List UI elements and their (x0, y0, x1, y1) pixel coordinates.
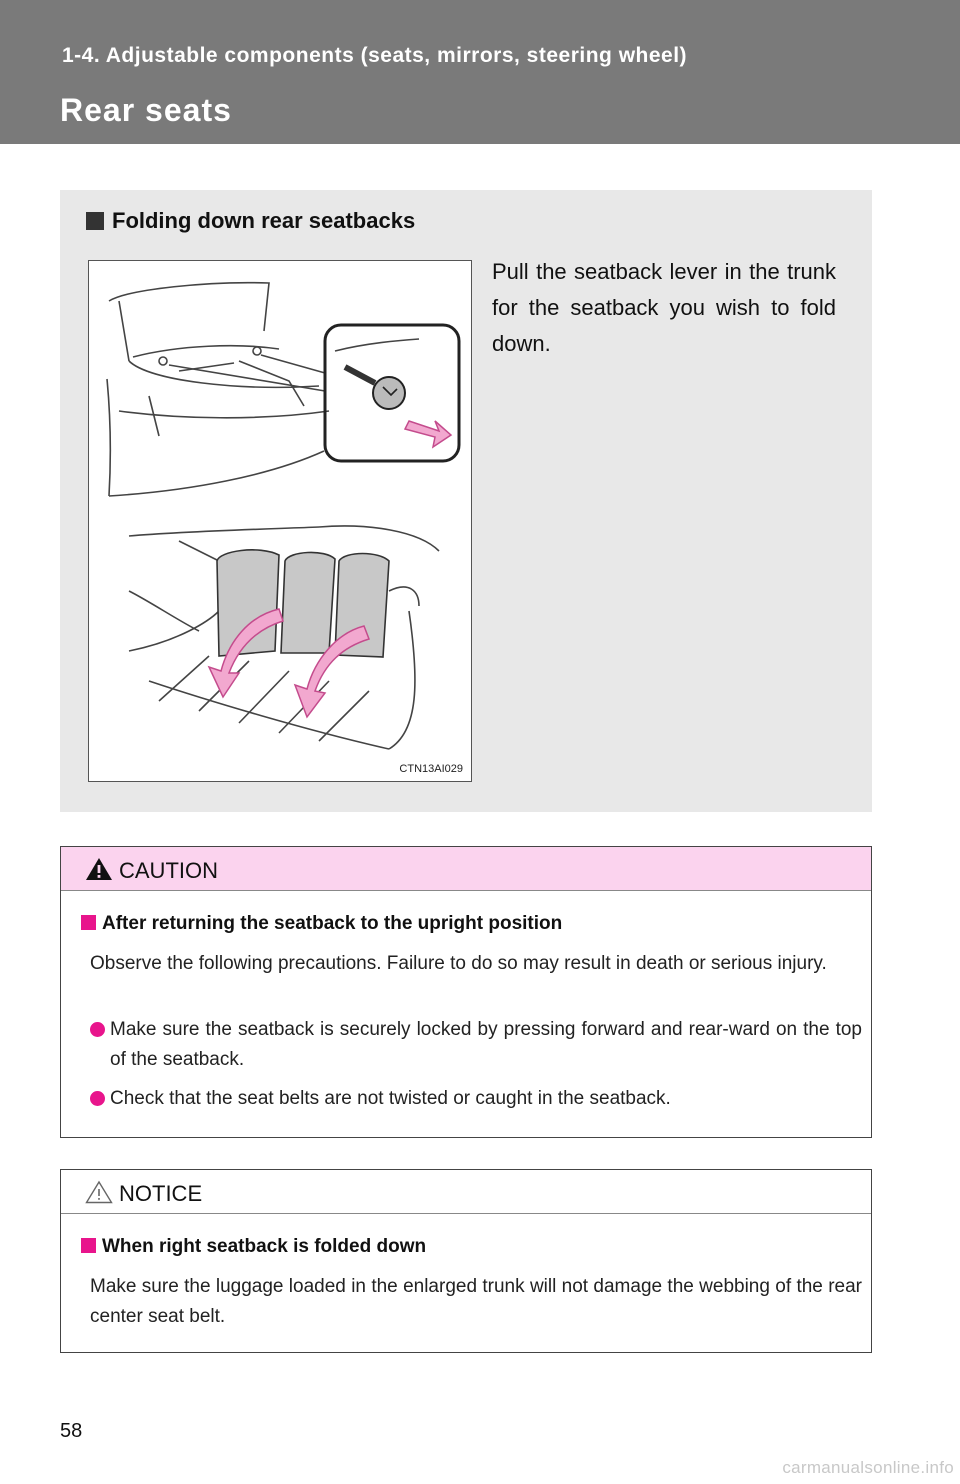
page-header (0, 0, 960, 144)
warning-triangle-icon (85, 857, 113, 881)
caution-bullet-text: Make sure the seatback is securely locked by pressing forward and rear-ward on the top of the seatback. (110, 1019, 862, 1070)
car-trunk-seat-drawing (89, 261, 472, 782)
caution-box (60, 846, 872, 1138)
folding-instruction: Pull the seatback lever in the trunk for the seatback you wish to fold down. (492, 259, 836, 356)
square-bullet-icon (81, 915, 96, 930)
folding-heading (86, 208, 415, 234)
circle-bullet-icon (90, 1091, 105, 1106)
figure-code: CTN13AI029 (399, 763, 463, 775)
notice-box (60, 1169, 872, 1353)
notice-heading (81, 1236, 426, 1258)
notice-header (61, 1170, 871, 1214)
seatback-illustration (88, 260, 472, 782)
caution-heading-text: After returning the seatback to the upright position (102, 913, 563, 934)
caution-intro: Observe the following precautions. Failure to do so may result in death or serious injury. (90, 953, 827, 974)
section-title: 1-4. Adjustable components (seats, mirrors, steering wheel) (62, 44, 688, 67)
notice-body: Make sure the luggage loaded in the enlarged trunk will not damage the webbing of the rear center seat belt. (90, 1276, 862, 1327)
folding-heading-text: Folding down rear seatbacks (112, 208, 416, 233)
page-title: Rear seats (60, 92, 232, 128)
caution-bullet-text: Check that the seat belts are not twisted or caught in the seatback. (110, 1088, 671, 1109)
caution-bullet (90, 1015, 862, 1075)
caution-header (61, 847, 871, 891)
warning-outline-icon (85, 1180, 113, 1204)
folding-seatbacks-panel (60, 190, 872, 812)
watermark: carmanualsonline.info (782, 1458, 954, 1477)
square-bullet-icon (86, 212, 104, 230)
notice-heading-text: When right seatback is folded down (102, 1236, 427, 1257)
circle-bullet-icon (90, 1022, 105, 1037)
notice-label: NOTICE (119, 1181, 203, 1206)
caution-label: CAUTION (119, 858, 218, 883)
caution-heading (81, 913, 562, 935)
page-number: 58 (60, 1420, 83, 1442)
caution-bullet (90, 1084, 862, 1114)
square-bullet-icon (81, 1238, 96, 1253)
